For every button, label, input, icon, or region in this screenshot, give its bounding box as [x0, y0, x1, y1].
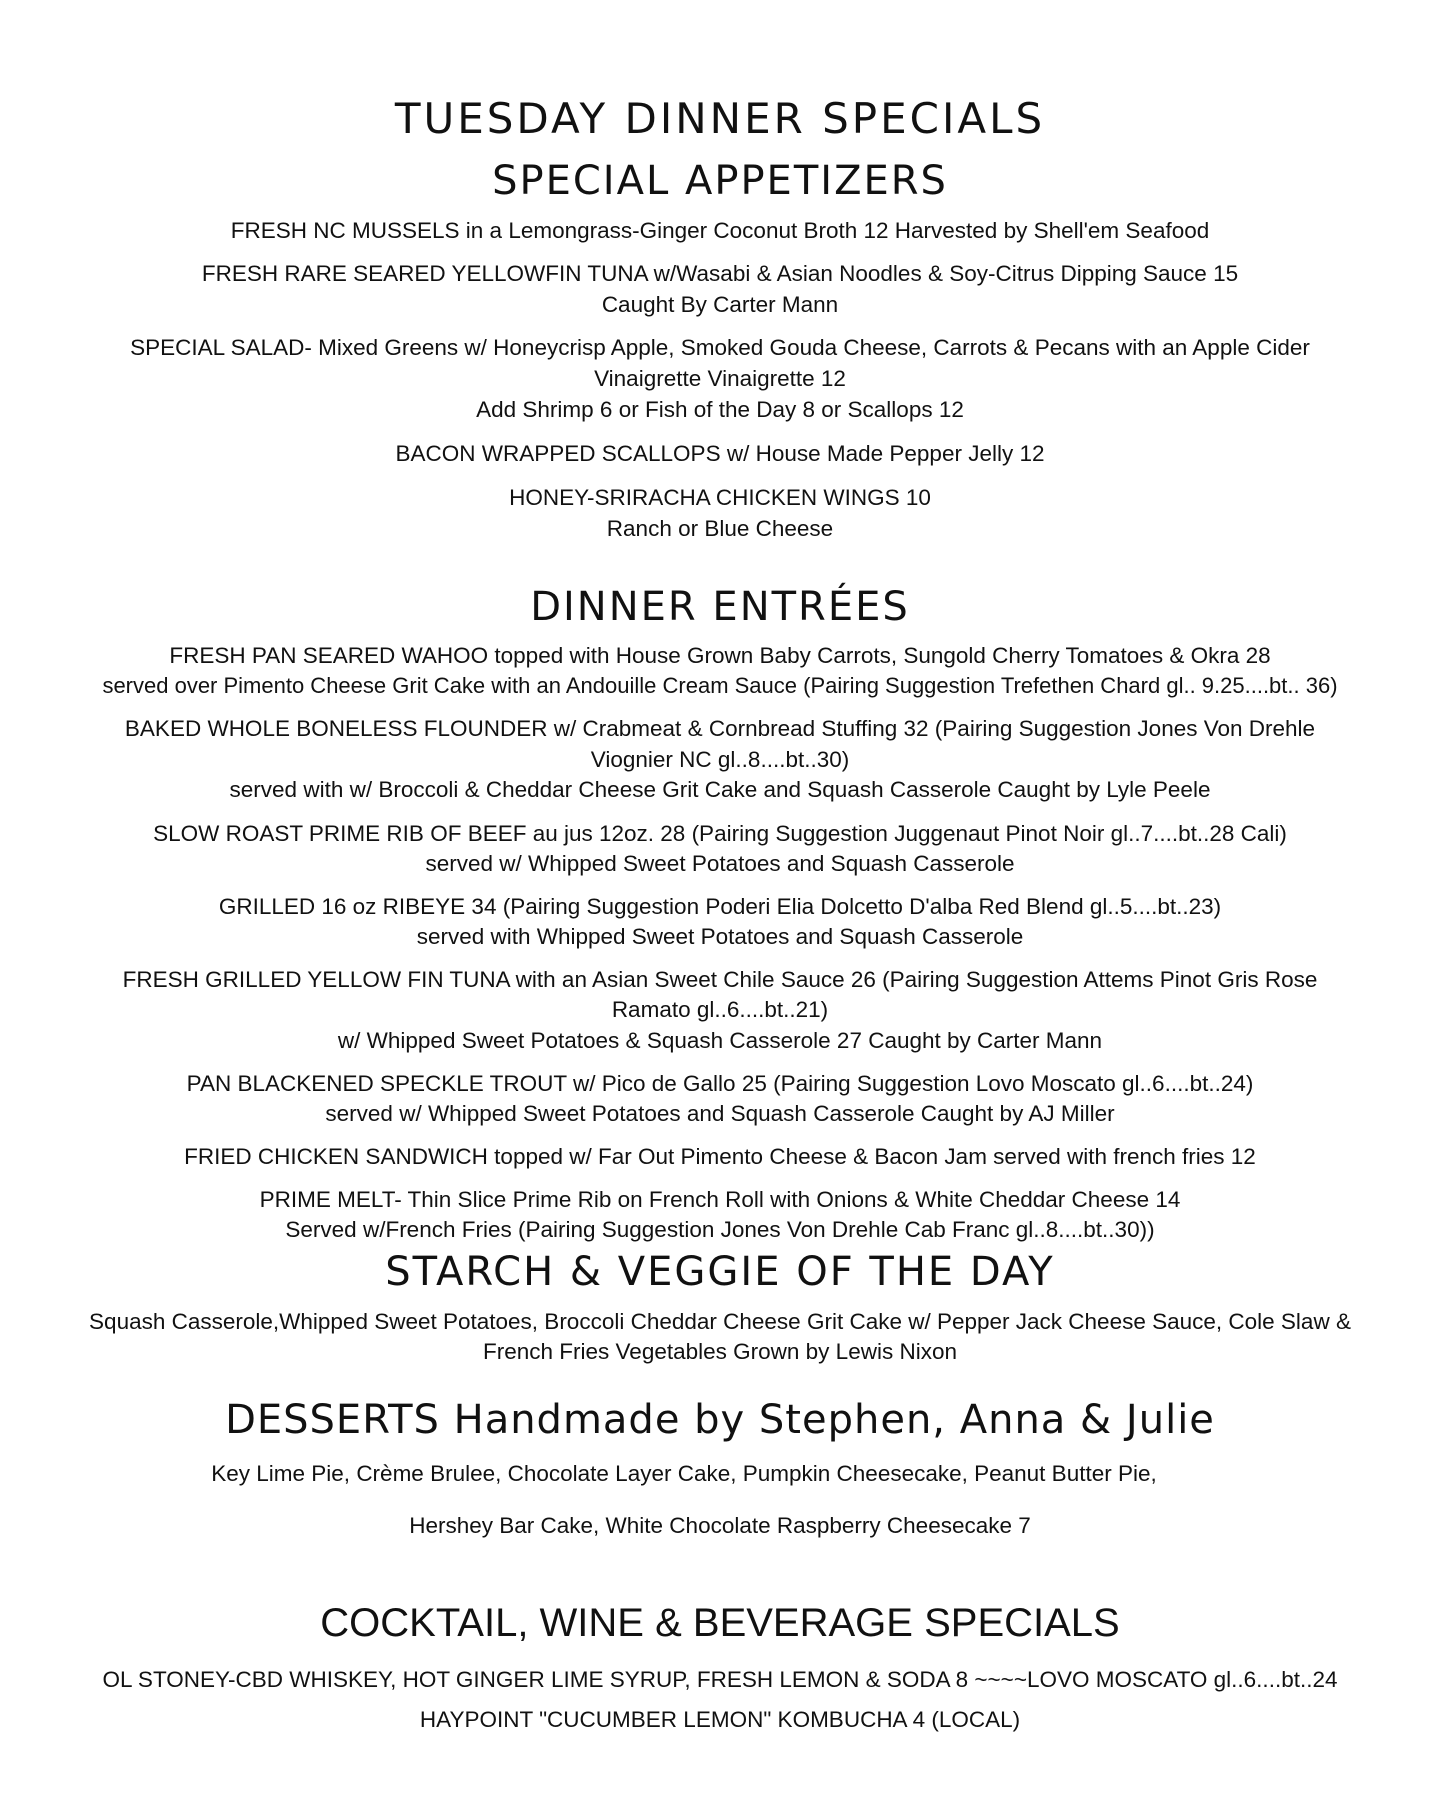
appetizer-item-line: Add Shrimp 6 or Fish of the Day 8 or Scallops 12: [476, 397, 964, 422]
appetizer-item-line: FRESH RARE SEARED YELLOWFIN TUNA w/Wasabi & Asian Noodles & Soy-Citrus Dipping Sauce 15: [201, 261, 1239, 286]
entree-item-line: served w/ Whipped Sweet Potatoes and Squash Casserole: [425, 851, 1015, 876]
appetizer-item-line: Caught By Carter Mann: [601, 292, 839, 317]
appetizers-heading: SPECIAL APPETIZERS: [492, 158, 948, 204]
entree-item-line: PRIME MELT- Thin Slice Prime Rib on French Roll with Onions & White Cheddar Cheese 14: [259, 1187, 1181, 1212]
entrees-heading: DINNER ENTRÉES: [530, 584, 910, 630]
appetizer-item-line: Ranch or Blue Cheese: [606, 516, 834, 541]
beverages-heading: COCKTAIL, WINE & BEVERAGE SPECIALS: [320, 1601, 1120, 1645]
entree-item-line: BAKED WHOLE BONELESS FLOUNDER w/ Crabmeat & Cornbread Stuffing 32 (Pairing Suggestion Jones Von Drehle: [124, 716, 1316, 741]
entree-item-line: served over Pimento Cheese Grit Cake with an Andouille Cream Sauce (Pairing Suggestion Trefethen Chard gl.. 9.25....bt.. 36): [102, 673, 1338, 698]
entree-item-line: SLOW ROAST PRIME RIB OF BEEF au jus 12oz. 28 (Pairing Suggestion Juggenaut Pinot Noir gl..7....bt..28 Cali): [153, 821, 1287, 846]
appetizer-item-line: HONEY-SRIRACHA CHICKEN WINGS 10: [509, 485, 931, 510]
appetizer-item-line: SPECIAL SALAD- Mixed Greens w/ Honeycrisp Apple, Smoked Gouda Cheese, Carrots & Pecans with an Apple Cider: [130, 335, 1310, 360]
beverage-line: HAYPOINT "CUCUMBER LEMON" KOMBUCHA 4 (LOCAL): [419, 1707, 1021, 1732]
entree-item-line: served w/ Whipped Sweet Potatoes and Squash Casserole Caught by AJ Miller: [325, 1101, 1115, 1126]
starch-line: Squash Casserole,Whipped Sweet Potatoes, Broccoli Cheddar Cheese Grit Cake w/ Pepper Jack Cheese Sauce, Cole Slaw &: [89, 1309, 1351, 1334]
appetizer-item-line: BACON WRAPPED SCALLOPS w/ House Made Pepper Jelly 12: [395, 441, 1045, 466]
dessert-line: Key Lime Pie, Crème Brulee, Chocolate Layer Cake, Pumpkin Cheesecake, Peanut Butter Pie,: [211, 1461, 1157, 1486]
entree-item-line: w/ Whipped Sweet Potatoes & Squash Casserole 27 Caught by Carter Mann: [337, 1028, 1103, 1053]
entree-item-line: Ramato gl..6....bt..21): [611, 997, 829, 1022]
starch-heading: STARCH & VEGGIE OF THE DAY: [385, 1249, 1055, 1295]
dessert-line: Hershey Bar Cake, White Chocolate Raspberry Cheesecake 7: [409, 1513, 1031, 1538]
beverage-line: OL STONEY-CBD WHISKEY, HOT GINGER LIME SYRUP, FRESH LEMON & SODA 8 ~~~~LOVO MOSCATO gl..6....bt..24: [102, 1667, 1338, 1692]
entree-item-line: Served w/French Fries (Pairing Suggestion Jones Von Drehle Cab Franc gl..8....bt..30)): [285, 1217, 1155, 1242]
entree-item-line: FRESH GRILLED YELLOW FIN TUNA with an Asian Sweet Chile Sauce 26 (Pairing Suggestion Attems Pinot Gris Rose: [122, 967, 1318, 992]
entree-item-line: FRESH PAN SEARED WAHOO topped with House Grown Baby Carrots, Sungold Cherry Tomatoes & Okra 28: [169, 643, 1271, 668]
entree-item-line: GRILLED 16 oz RIBEYE 34 (Pairing Suggestion Poderi Elia Dolcetto D'alba Red Blend gl..5....bt..23): [218, 894, 1222, 919]
page-title: TUESDAY DINNER SPECIALS: [394, 94, 1046, 143]
appetizer-item-line: Vinaigrette Vinaigrette 12: [594, 366, 846, 391]
appetizer-item-line: FRESH NC MUSSELS in a Lemongrass-Ginger Coconut Broth 12 Harvested by Shell'em Seafood: [230, 218, 1210, 243]
entree-item-line: PAN BLACKENED SPECKLE TROUT w/ Pico de Gallo 25 (Pairing Suggestion Lovo Moscato gl..6....bt..24): [186, 1071, 1254, 1096]
entree-item-line: served with w/ Broccoli & Cheddar Cheese Grit Cake and Squash Casserole Caught by Lyle Peele: [229, 777, 1211, 802]
desserts-heading: DESSERTS Handmade by Stephen, Anna & Julie: [225, 1397, 1215, 1443]
starch-line: French Fries Vegetables Grown by Lewis Nixon: [483, 1339, 957, 1364]
entree-item-line: Viognier NC gl..8....bt..30): [590, 747, 850, 772]
entree-item-line: served with Whipped Sweet Potatoes and Squash Casserole: [416, 924, 1024, 949]
entree-item-line: FRIED CHICKEN SANDWICH topped w/ Far Out Pimento Cheese & Bacon Jam served with french fries 12: [184, 1144, 1256, 1169]
